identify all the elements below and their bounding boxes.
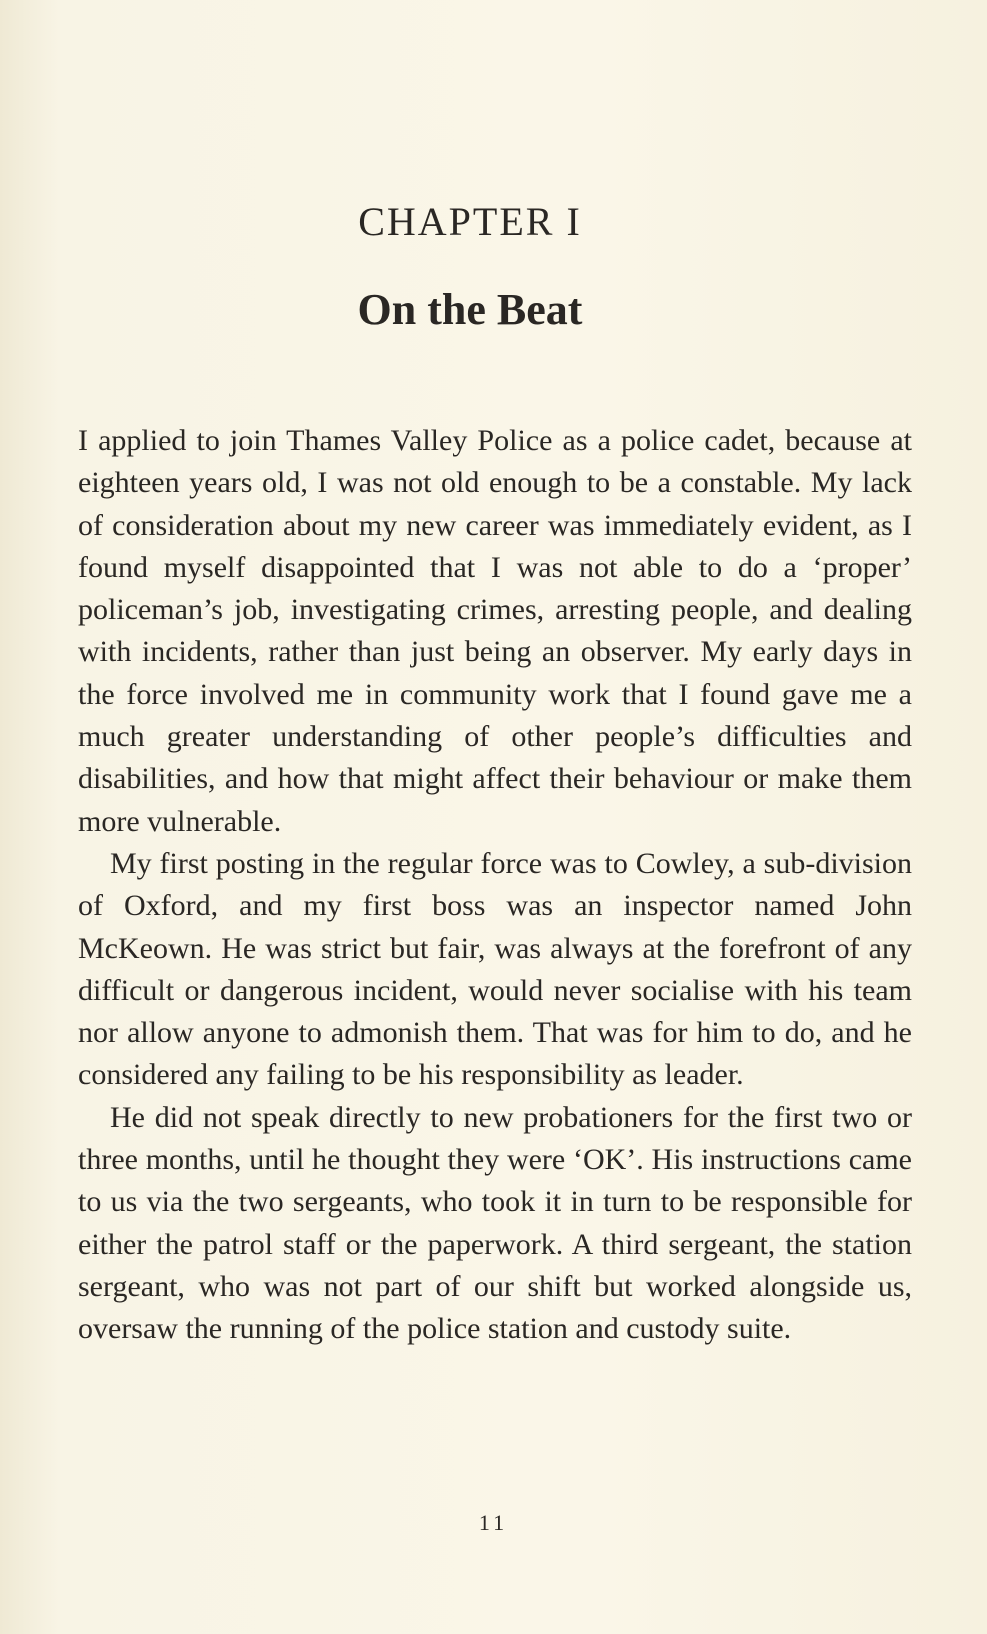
chapter-title: On the Beat bbox=[357, 285, 583, 334]
page-number: 11 bbox=[478, 1510, 509, 1535]
chapter-number: CHAPTER I bbox=[358, 199, 582, 244]
paragraph-1: I applied to join Thames Valley Police as a police cadet, because at eighteen years old, I was not old enough to be a constable. My lack of consideration about my new career was immediately evident, as I found myself disappointed that I was not able to do a ‘proper’ policeman’s job, investigating crimes, arresting people, and dealing with incidents, rather than just being an observer. My early days in the force involved me in community work that I found gave me a much greater understanding of other people’s difficulties and disabilities, and how that might affect their behaviour or make them more vulnerable. bbox=[78, 424, 912, 838]
body-text bbox=[78, 420, 912, 1351]
paragraph-2: My first posting in the regular force was to Cowley, a sub-division of Oxford, and my first boss was an inspector named John McKeown. He was strict but fair, was always at the forefront of any difficult or dangerous incident, would never socialise with his team nor allow anyone to admonish them. That was for him to do, and he considered any failing to be his responsibility as leader. bbox=[78, 846, 912, 1092]
paragraph-3: He did not speak directly to new probationers for the first two or three months, until he thought they were ‘OK’. His instructions came to us via the two sergeants, who took it in turn to be responsible for either the patrol staff or the paperwork. A third sergeant, the station sergeant, who was not part of our shift but worked alongside us, oversaw the running of the police station and custody suite. bbox=[78, 1100, 912, 1346]
